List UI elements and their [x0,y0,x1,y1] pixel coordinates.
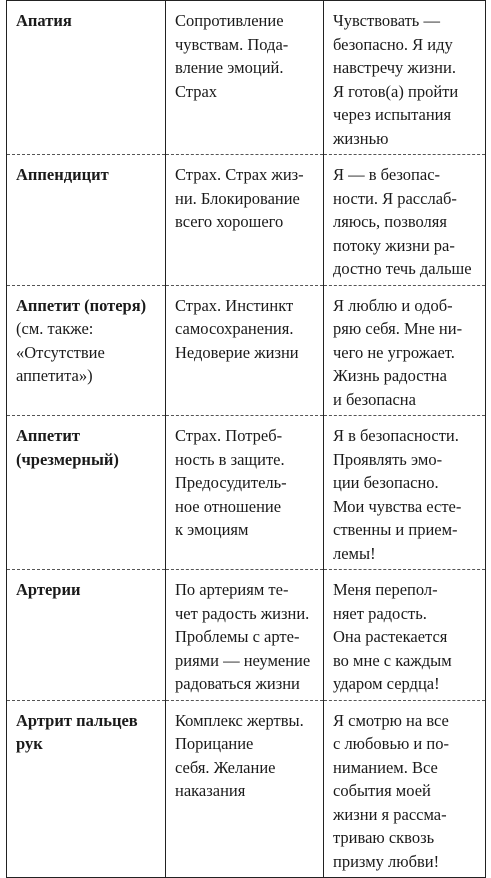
cause-cell [166,416,324,570]
table-row [7,155,486,286]
cause-line: По артериям те- [175,580,289,599]
affirmation-line: Я смотрю на все [333,710,449,730]
affirmation-cell [324,155,486,286]
condition-cell [7,416,166,570]
cause-line: чувствам. Пода- [175,34,289,54]
affirmation-cell [324,285,486,416]
cause-line: Страх. Потреб- [175,426,283,445]
table-row [7,1,486,155]
affirmation-line: ственны и прием- [333,520,458,539]
cause-line: Страх. Инстинкт [175,295,294,315]
affirmation-cell [324,416,486,570]
cause-line: к эмоциям [175,520,249,539]
table-row [7,700,486,878]
cause-line: Проблемы с арте- [175,627,300,646]
cause-line: Предосудитель- [175,473,287,492]
condition-line: (чрезмерный) [16,449,119,469]
cause-line: ни. Блокирование [175,188,300,208]
cause-line: радоваться жизни [175,674,300,693]
affirmation-line: достно течь дальше [333,259,472,278]
affirmation-line: ляюсь, позволяя [333,212,447,231]
cause-line: Страх [175,81,218,101]
cause-line: всего хорошего [175,212,284,231]
affirmation-line: во мне с каждым [333,650,452,670]
affirmation-line: няет радость. [333,603,427,623]
cause-cell [166,1,324,155]
affirmation-line: Чувствовать — [333,11,440,30]
cause-line: ное отношение [175,496,282,516]
cause-line: Недоверие жизни [175,342,299,362]
affirmation-line: чего не угрожает. [333,342,455,362]
cause-line: риями — неумение [175,650,311,670]
cause-line: самосохранения. [175,319,294,338]
condition-line: аппетита») [16,366,93,385]
affirmation-line: Проявлять эмо- [333,449,443,469]
condition-line: Аппетит (потеря) [16,295,147,315]
condition-line: Апатия [16,11,72,30]
affirmation-line: и безопасна [333,389,416,409]
cause-line: Сопротивление [175,11,284,30]
condition-line: рук [16,734,43,753]
affirmation-line: призму любви! [333,851,440,871]
table-body [7,1,486,878]
condition-line: «Отсутствие [16,342,105,362]
affirmation-line: лемы! [333,543,376,563]
condition-line: Аппетит [16,426,80,445]
table-row [7,416,486,570]
cause-line: ность в защите. [175,449,285,469]
affirmation-line: ниманием. Все [333,757,438,777]
cause-line: Страх. Страх жиз- [175,165,304,184]
condition-cell [7,155,166,286]
affirmation-line: Мои чувства есте- [333,496,462,516]
cause-line: наказания [175,781,246,800]
cause-cell [166,700,324,878]
condition-cell [7,1,166,155]
affirmation-cell [324,700,486,878]
affirmation-line: Жизнь радостна [333,366,447,385]
cause-line: вление эмоций. [175,58,284,77]
affirmation-line: с любовью и по- [333,734,449,753]
affirmation-line: Я в безопасности. [333,426,459,445]
cause-line: себя. Желание [175,757,276,777]
condition-line: Аппендицит [16,165,109,184]
cause-line: Порицание [175,734,254,753]
condition-line: (см. также: [16,319,94,338]
affirmation-line: Меня перепол- [333,580,438,599]
table-row [7,285,486,416]
affirmation-line: триваю сквозь [333,828,435,847]
affirmation-line: события моей [333,781,431,800]
affirmation-line: ции безопасно. [333,473,439,492]
cause-cell [166,155,324,286]
affirmation-cell [324,570,486,701]
cause-line: чет радость жизни. [175,603,310,623]
symptom-table [6,0,486,878]
condition-line: Артерии [16,580,81,599]
affirmation-line: Она растекается [333,627,448,646]
affirmation-line: ности. Я расслаб- [333,188,457,208]
affirmation-line: Я люблю и одоб- [333,295,453,315]
condition-cell [7,570,166,701]
cause-line: Комплекс жертвы. [175,710,304,730]
cause-cell [166,570,324,701]
affirmation-line: ряю себя. Мне ни- [333,319,463,338]
condition-line: Артрит пальцев [16,710,138,730]
affirmation-line: навстречу жизни. [333,58,456,77]
affirmation-line: жизни я рассма- [333,804,447,824]
affirmation-line: через испытания [333,105,452,124]
affirmation-line: безопасно. Я иду [333,34,453,54]
affirmation-line: Я — в безопас- [333,165,441,184]
table-row [7,570,486,701]
affirmation-line: потоку жизни ра- [333,235,455,255]
affirmation-line: Я готов(а) пройти [333,81,459,101]
affirmation-cell [324,1,486,155]
affirmation-line: ударом сердца! [333,674,440,693]
cause-cell [166,285,324,416]
condition-cell [7,285,166,416]
condition-cell [7,700,166,878]
affirmation-line: жизнью [333,128,389,148]
